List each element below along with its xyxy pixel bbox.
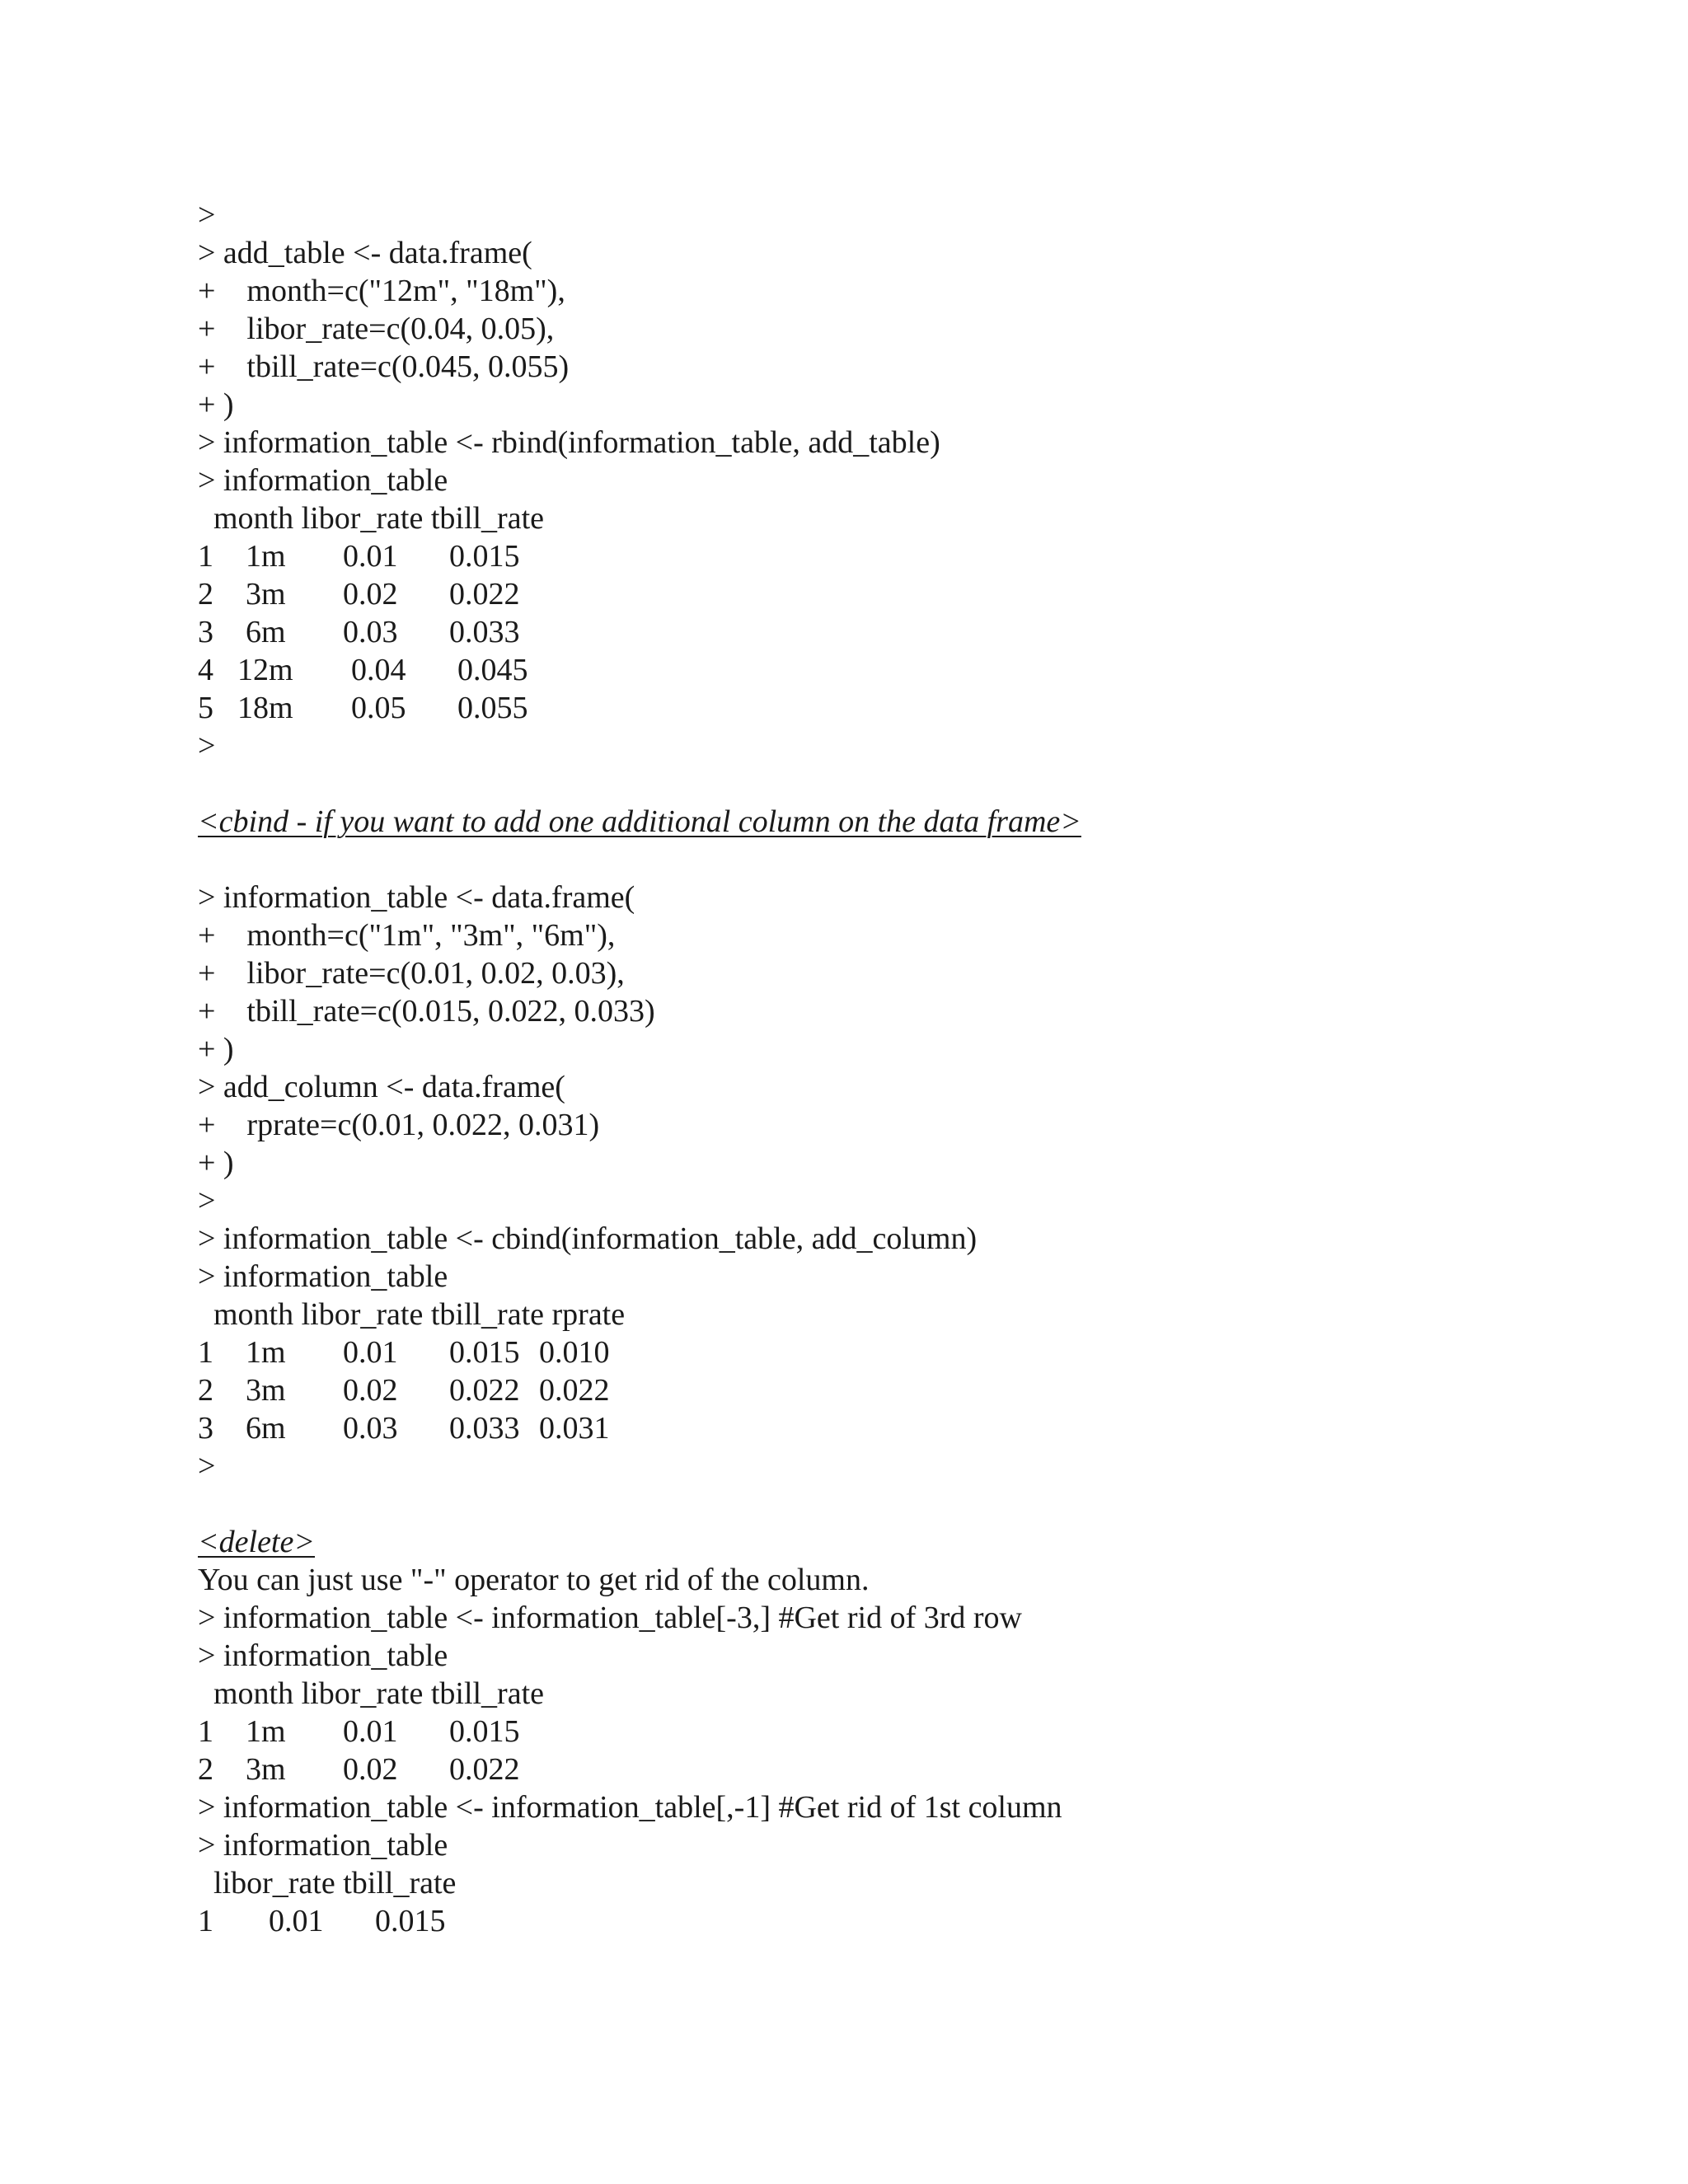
- row-index: 1: [198, 1335, 213, 1370]
- code-block-cbind: [198, 879, 1599, 1485]
- row-index: 2: [198, 1373, 213, 1408]
- cell-month: 18m: [237, 691, 293, 725]
- row-index: 4: [198, 653, 213, 687]
- code-line: > information_table: [198, 1259, 448, 1294]
- cell-libor: 0.02: [343, 1752, 398, 1787]
- cell-month: 3m: [246, 1752, 286, 1787]
- cell-rprate: 0.010: [539, 1335, 610, 1370]
- cell-libor: 0.02: [343, 1373, 398, 1408]
- table-header: month libor_rate tbill_rate: [198, 1676, 545, 1711]
- cell-libor: 0.01: [343, 1335, 398, 1370]
- table-row: [198, 613, 1599, 651]
- cell-libor: 0.04: [351, 653, 406, 687]
- cell-tbill: 0.022: [449, 577, 520, 612]
- row-index: 3: [198, 615, 213, 649]
- table-header: month libor_rate tbill_rate: [198, 501, 545, 536]
- table-row: [198, 1750, 1599, 1788]
- prompt-line: >: [198, 729, 216, 763]
- code-line: > information_table <- information_table[,-1] #Get rid of 1st column: [198, 1790, 1062, 1825]
- row-index: 1: [198, 539, 213, 574]
- cell-month: 3m: [246, 1373, 286, 1408]
- code-line: + tbill_rate=c(0.045, 0.055): [198, 349, 570, 384]
- table-row: [198, 1371, 1599, 1409]
- code-line: > information_table: [198, 1638, 448, 1673]
- code-line: >: [198, 198, 216, 232]
- table-row: [198, 651, 1599, 689]
- row-index: 5: [198, 691, 213, 725]
- row-index: 1: [198, 1714, 213, 1749]
- row-index: 1: [198, 1904, 213, 1938]
- cell-tbill: 0.015: [449, 1335, 520, 1370]
- table-row: [198, 689, 1599, 727]
- cell-libor: 0.03: [343, 1411, 398, 1446]
- cell-month: 6m: [246, 615, 286, 649]
- table-row: [198, 537, 1599, 575]
- table-header: libor_rate tbill_rate: [198, 1866, 457, 1900]
- code-line: + tbill_rate=c(0.015, 0.022, 0.033): [198, 994, 655, 1029]
- cell-month: 3m: [246, 577, 286, 612]
- code-line: + month=c("12m", "18m"),: [198, 274, 565, 308]
- code-line: > information_table <- information_table[-3,] #Get rid of 3rd row: [198, 1601, 1022, 1635]
- cell-tbill: 0.045: [457, 653, 528, 687]
- cell-tbill: 0.015: [375, 1904, 446, 1938]
- cell-tbill: 0.015: [449, 539, 520, 574]
- code-line: + ): [198, 1146, 234, 1180]
- section-heading-cbind: <cbind - if you want to add one additional column on the data frame>: [198, 804, 1081, 839]
- cell-month: 1m: [246, 1335, 286, 1370]
- cell-tbill: 0.033: [449, 1411, 520, 1446]
- cell-tbill: 0.055: [457, 691, 528, 725]
- section-heading-delete: <delete>: [198, 1525, 315, 1559]
- table-row: [198, 1902, 1599, 1940]
- document-page: [198, 196, 1599, 1940]
- cell-month: 1m: [246, 1714, 286, 1749]
- table-row: [198, 1409, 1599, 1447]
- row-index: 2: [198, 577, 213, 612]
- table-row: [198, 1713, 1599, 1750]
- code-line: > information_table <- cbind(information_table, add_column): [198, 1221, 978, 1256]
- cell-tbill: 0.022: [449, 1373, 520, 1408]
- cell-libor: 0.01: [343, 1714, 398, 1749]
- code-line: > add_table <- data.frame(: [198, 236, 532, 270]
- cell-month: 6m: [246, 1411, 286, 1446]
- cell-tbill: 0.022: [449, 1752, 520, 1787]
- cell-libor: 0.02: [343, 577, 398, 612]
- code-line: + libor_rate=c(0.04, 0.05),: [198, 312, 555, 346]
- code-line: >: [198, 1183, 216, 1218]
- cell-tbill: 0.033: [449, 615, 520, 649]
- code-line: > add_column <- data.frame(: [198, 1070, 565, 1104]
- cell-libor: 0.01: [269, 1904, 324, 1938]
- cell-rprate: 0.022: [539, 1373, 610, 1408]
- code-line: > information_table <- data.frame(: [198, 880, 635, 915]
- cell-month: 1m: [246, 539, 286, 574]
- row-index: 2: [198, 1752, 213, 1787]
- row-index: 3: [198, 1411, 213, 1446]
- code-line: > information_table: [198, 463, 448, 498]
- code-line: > information_table: [198, 1828, 448, 1863]
- intro-text: You can just use "-" operator to get rid of the column.: [198, 1563, 870, 1597]
- cell-libor: 0.01: [343, 539, 398, 574]
- cell-rprate: 0.031: [539, 1411, 610, 1446]
- cell-libor: 0.03: [343, 615, 398, 649]
- table-row: [198, 1333, 1599, 1371]
- cell-libor: 0.05: [351, 691, 406, 725]
- cell-tbill: 0.015: [449, 1714, 520, 1749]
- table-header: month libor_rate tbill_rate rprate: [198, 1297, 626, 1332]
- table-row: [198, 575, 1599, 613]
- prompt-line: >: [198, 1449, 216, 1483]
- code-line: + ): [198, 387, 234, 422]
- code-line: + libor_rate=c(0.01, 0.02, 0.03),: [198, 956, 625, 991]
- code-line: + month=c("1m", "3m", "6m"),: [198, 918, 616, 953]
- cell-month: 12m: [237, 653, 293, 687]
- code-block-delete: [198, 1561, 1599, 1940]
- code-line: + ): [198, 1032, 234, 1066]
- code-block-rbind: [198, 196, 1599, 765]
- code-line: + rprate=c(0.01, 0.022, 0.031): [198, 1108, 600, 1142]
- code-line: > information_table <- rbind(information_table, add_table): [198, 425, 940, 460]
